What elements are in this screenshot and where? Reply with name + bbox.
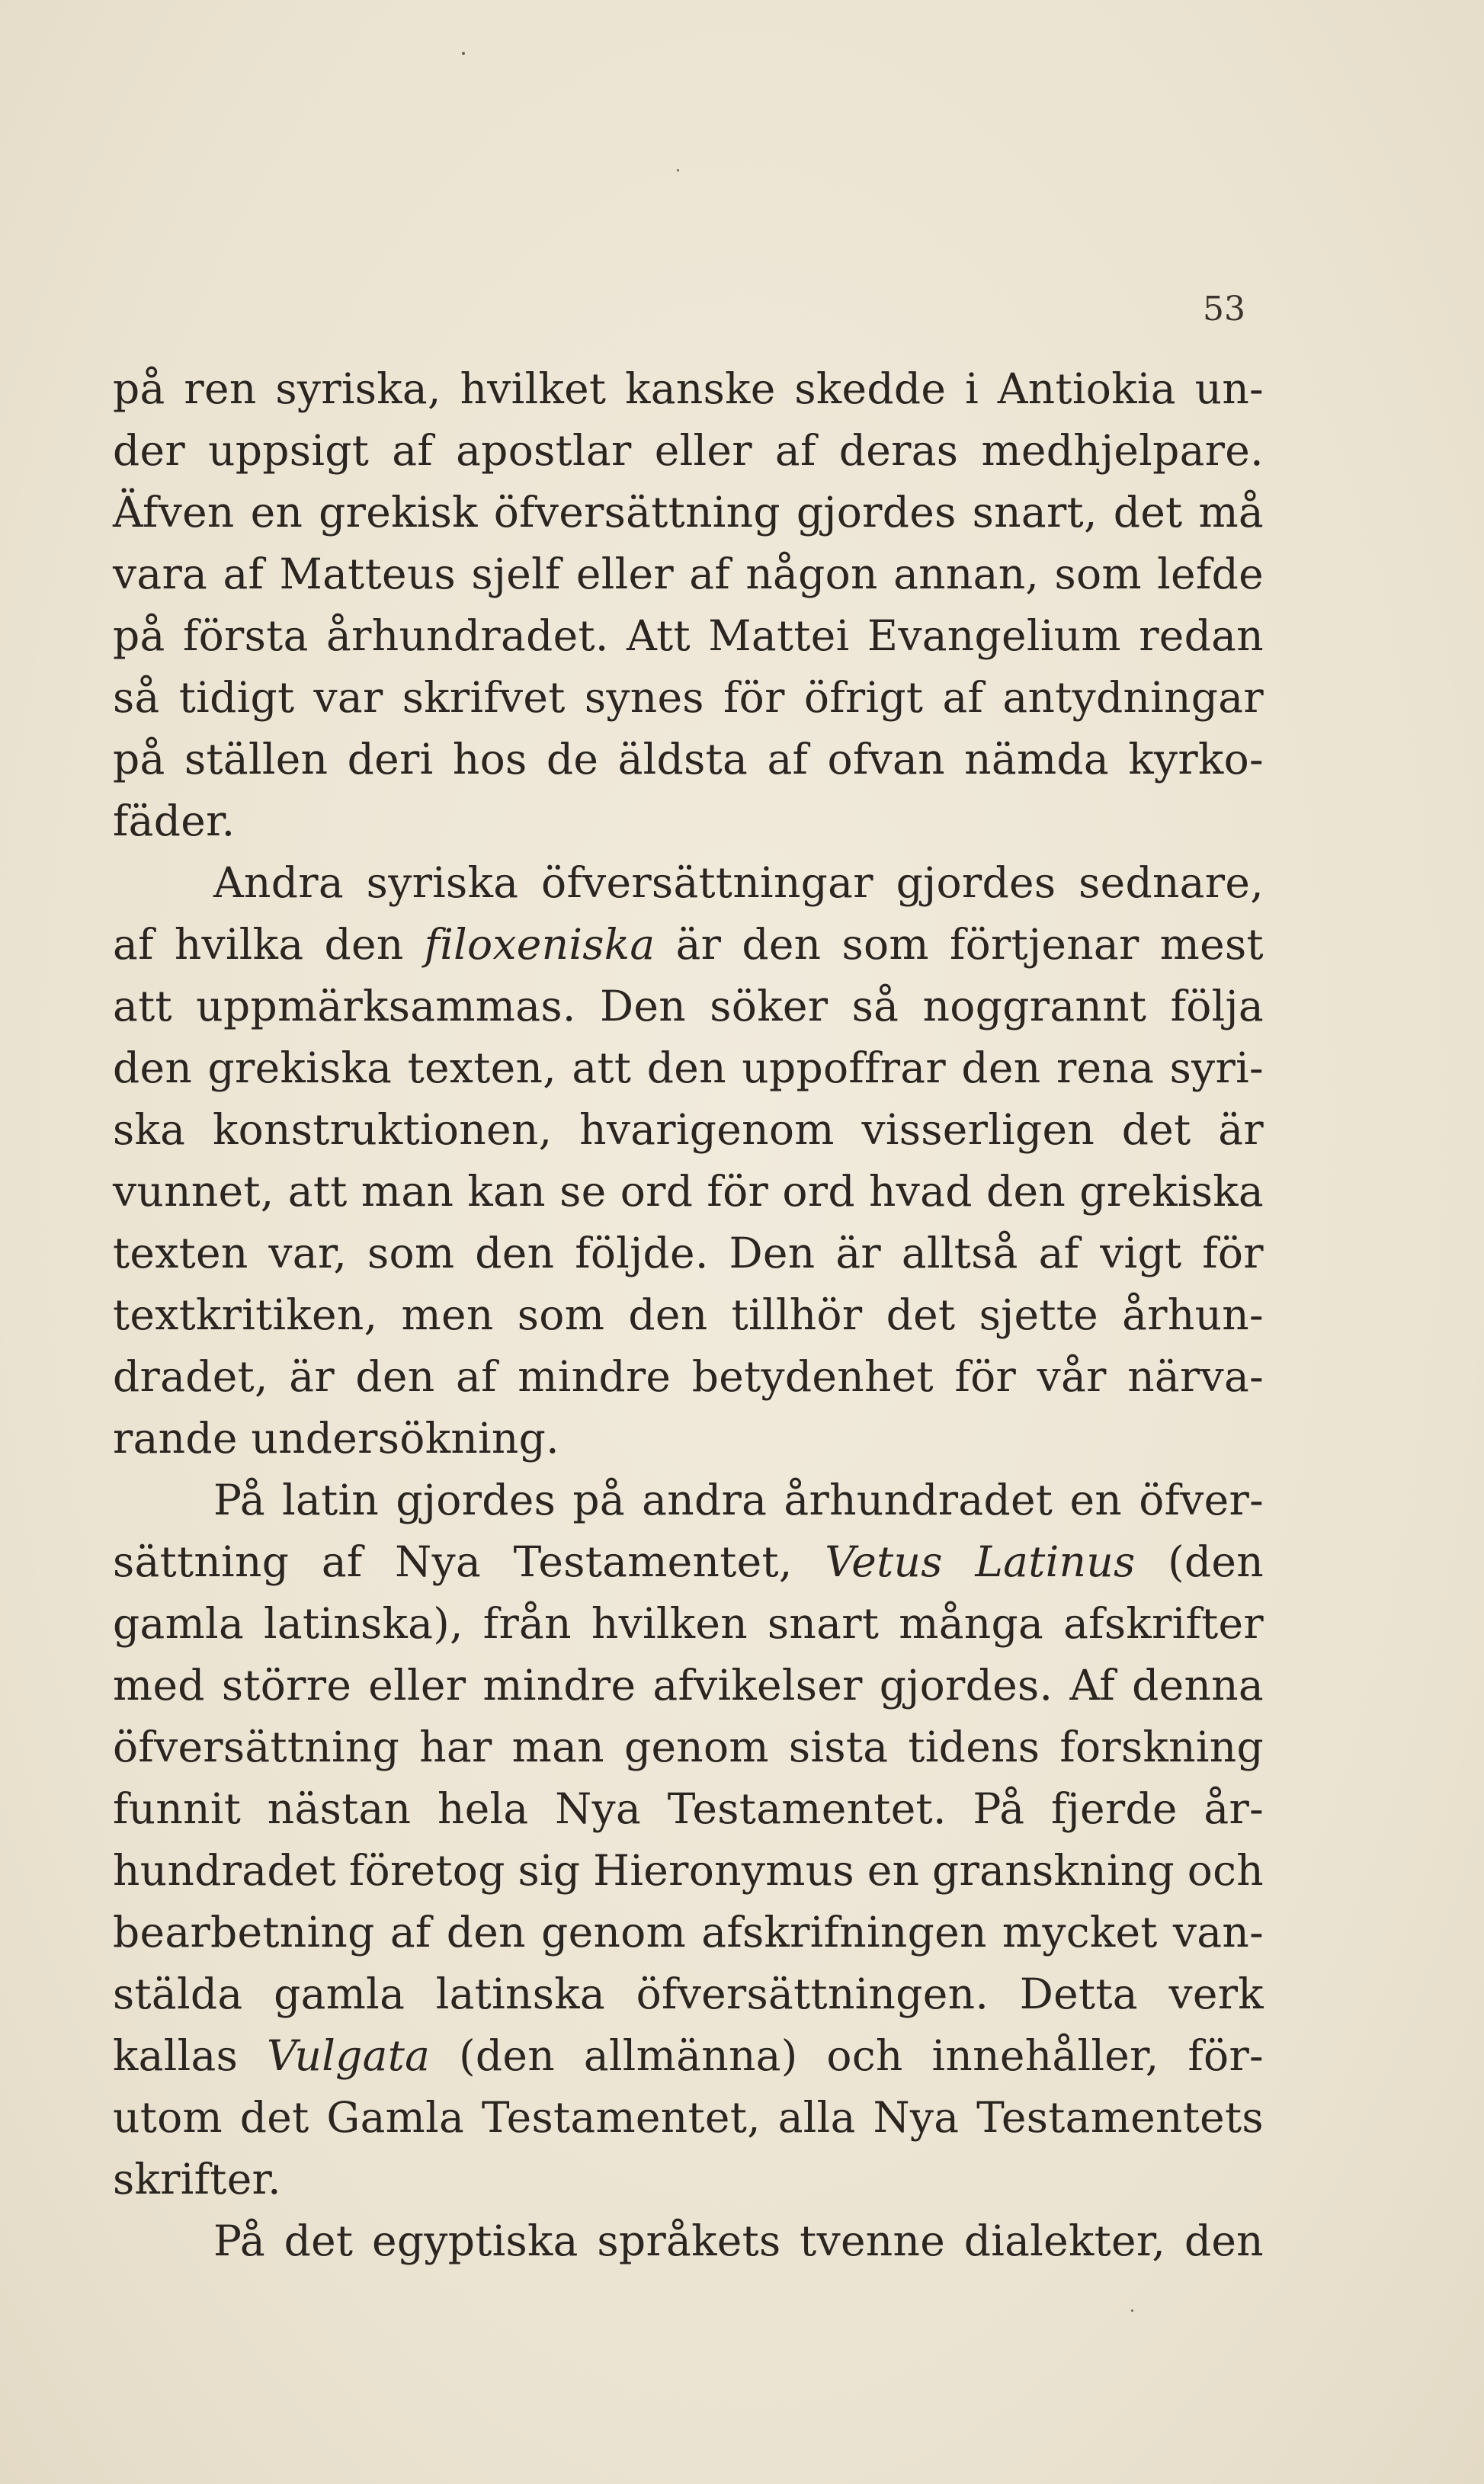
word: en [867, 1846, 920, 1895]
text-line [113, 1840, 1264, 1902]
word: annan, [893, 550, 1040, 598]
word: (den [459, 2031, 555, 2080]
word: förtjenar [949, 920, 1139, 969]
word: större [221, 1661, 352, 1710]
word: följde. [575, 1229, 709, 1277]
word: sista [788, 1723, 889, 1771]
word: på [572, 1476, 625, 1524]
text-line [113, 482, 1264, 543]
word: eller [368, 1661, 466, 1710]
text-line [113, 1716, 1264, 1778]
word: men [401, 1290, 494, 1339]
word: med [113, 1661, 205, 1710]
word: gamla [274, 1970, 405, 2018]
word: hundradet [113, 1846, 337, 1895]
word: som [1054, 550, 1142, 598]
word: alltså [901, 1229, 1018, 1277]
word: granskning [932, 1846, 1175, 1895]
word: af [942, 673, 984, 722]
word: mindre [482, 1661, 636, 1710]
word: mycket [1002, 1908, 1158, 1957]
italic-word: Vetus [825, 1537, 943, 1586]
word: uppsigt [208, 426, 370, 475]
word: ställen [184, 735, 329, 784]
word: den [446, 1908, 526, 1957]
word: grekiska [1079, 1167, 1264, 1216]
word: är [289, 1352, 335, 1401]
word: noggrannt [922, 982, 1147, 1030]
word: genom [623, 1723, 769, 1771]
paper-speck [462, 52, 465, 55]
word: tidens [908, 1723, 1040, 1771]
word: Nya [395, 1537, 482, 1586]
word: var [313, 673, 383, 722]
word: allmänna) [583, 2031, 798, 2080]
word: bearbetning [113, 1908, 375, 1957]
word: första [182, 611, 309, 660]
word: år- [1204, 1784, 1264, 1833]
word: som [841, 920, 929, 969]
text-line [113, 2149, 1264, 2210]
word: vara [113, 550, 208, 598]
word: och [826, 2031, 903, 2080]
word: den [628, 1290, 708, 1339]
word: Testamentet, [513, 1537, 793, 1586]
word: un- [1194, 364, 1264, 413]
word: texten, [407, 1043, 556, 1092]
word: Evangelium [867, 611, 1121, 660]
text-line [113, 605, 1264, 667]
word: det [284, 2216, 354, 2265]
word: undersökning. [251, 1414, 559, 1463]
word: Testamentets [976, 2093, 1264, 2142]
text-line [113, 543, 1264, 605]
word: medhjelpare. [981, 426, 1264, 475]
word: genom [541, 1908, 687, 1957]
word: skedde [794, 364, 947, 413]
word: Äfven [113, 488, 235, 537]
word: af [113, 920, 154, 969]
word: textkritiken, [113, 1290, 378, 1339]
word: af [223, 550, 264, 598]
word: eller [575, 550, 674, 598]
word: hela [437, 1784, 529, 1833]
word: grekiska [207, 1043, 393, 1092]
word: af [392, 426, 433, 475]
word: det [239, 2093, 309, 2142]
word: det [1113, 488, 1183, 537]
text-line [113, 976, 1264, 1037]
word: den [986, 1167, 1066, 1216]
word: Testamentet, [481, 2093, 761, 2142]
text-line [113, 914, 1264, 976]
word: öfversättning [493, 488, 780, 537]
word: syriska, [275, 364, 441, 413]
word: afvikelser [652, 1661, 863, 1710]
word: från [482, 1599, 572, 1648]
word: hvilken [591, 1599, 748, 1648]
word: mest [1159, 920, 1264, 969]
word: snart, [972, 488, 1098, 537]
word: på [113, 735, 165, 784]
word: eller [654, 426, 752, 475]
word: så [851, 982, 899, 1030]
word: följa [1170, 982, 1264, 1030]
word: språkets [597, 2216, 781, 2265]
word: för [954, 1352, 1017, 1401]
word: utom [113, 2093, 223, 2142]
word: rena [1056, 1043, 1155, 1092]
paper-speck [677, 169, 679, 171]
text-line [113, 1531, 1264, 1593]
word: den [113, 1043, 193, 1092]
word: mindre [518, 1352, 671, 1401]
word: latinska [435, 1970, 606, 2018]
word: den [475, 1229, 555, 1277]
word: af [389, 1908, 431, 1957]
word: uppmärksammas. [196, 982, 576, 1030]
word: tidigt [178, 673, 295, 722]
word: gjordes. [879, 1661, 1053, 1710]
text-line [113, 2087, 1264, 2149]
text-line [113, 1470, 1264, 1531]
word: gjordes [896, 858, 1056, 907]
word: kan [467, 1167, 546, 1216]
word: nästan [267, 1784, 412, 1833]
word: för [707, 1167, 769, 1216]
word: verk [1168, 1970, 1264, 2018]
text-line [113, 1963, 1264, 2025]
word: apostlar [456, 426, 632, 475]
word: öfrigt [803, 673, 924, 722]
word: Att [627, 611, 691, 660]
word: af [456, 1352, 497, 1401]
word: så [113, 673, 160, 722]
word: antydningar [1002, 673, 1264, 722]
word: Hieronymus [593, 1846, 854, 1895]
word: van- [1172, 1908, 1264, 1957]
word: redan [1139, 611, 1264, 660]
word: må [1198, 488, 1264, 537]
word: den [324, 920, 404, 969]
word: alla [777, 2093, 856, 2142]
word: stälda [113, 1970, 243, 2018]
word: den [646, 1043, 726, 1092]
text-line [113, 1778, 1264, 1840]
word: ord [782, 1167, 855, 1216]
word: århun- [1122, 1290, 1264, 1339]
word: någon [745, 550, 878, 598]
word: sjelf [471, 550, 561, 598]
italic-word: Latinus [975, 1537, 1136, 1586]
word: tillhör [731, 1290, 863, 1339]
text-line [113, 667, 1264, 729]
word: den [1184, 2216, 1264, 2265]
word: denna [1132, 1661, 1264, 1710]
word: man [511, 1723, 604, 1771]
word: Gamla [326, 2093, 465, 2142]
word: på [113, 611, 165, 660]
word: syri- [1169, 1043, 1264, 1092]
word: Detta [1019, 1970, 1138, 2018]
word: der [113, 426, 185, 475]
text-line [113, 1223, 1264, 1284]
word: ska [113, 1105, 186, 1154]
word: ord [620, 1167, 694, 1216]
word: på [113, 364, 165, 413]
word: för [1202, 1229, 1264, 1277]
word: sig [518, 1846, 581, 1895]
word: af [767, 735, 809, 784]
italic-word: Vulgata [267, 2031, 431, 2080]
word: en [250, 488, 303, 537]
word: funnit [113, 1784, 242, 1833]
word: är [835, 1229, 882, 1277]
word: den [355, 1352, 435, 1401]
text-line [113, 2025, 1264, 2087]
word: var, [268, 1229, 348, 1277]
word: se [559, 1167, 607, 1216]
word: vigt [1100, 1229, 1182, 1277]
word: grekisk [319, 488, 478, 537]
text-line [113, 729, 1264, 790]
word: det [886, 1290, 956, 1339]
text-line [113, 790, 1264, 852]
word: vår [1037, 1352, 1107, 1401]
word: den [742, 920, 822, 969]
word: öfversättningen. [636, 1970, 989, 2018]
text-line [113, 1902, 1264, 1963]
word: af [321, 1537, 363, 1586]
word: af [689, 550, 731, 598]
word: Antiokia [997, 364, 1176, 413]
word: hvilket [460, 364, 607, 413]
text-line [113, 1037, 1264, 1099]
word: öfversättning [113, 1723, 400, 1771]
word: som [367, 1229, 455, 1277]
word: andra [642, 1476, 768, 1524]
text-line [113, 358, 1264, 420]
word: äldsta [617, 735, 748, 784]
word: man [361, 1167, 454, 1216]
word: hvilka [174, 920, 304, 969]
word: betydenhet [691, 1352, 934, 1401]
word: sjette [979, 1290, 1098, 1339]
word: latin [282, 1476, 380, 1524]
text-line [113, 1161, 1264, 1223]
word: snart [767, 1599, 880, 1648]
word: texten [113, 1229, 248, 1277]
page-number: 53 [1203, 290, 1245, 329]
word: dialekter, [963, 2216, 1166, 2265]
word: syriska [366, 858, 519, 907]
word: forskning [1059, 1723, 1264, 1771]
word: Testamentet. [667, 1784, 947, 1833]
text-line [113, 1284, 1264, 1346]
word: egyptiska [371, 2216, 579, 2265]
word: vunnet, [113, 1167, 274, 1216]
word: många [899, 1599, 1044, 1648]
word: i [965, 364, 979, 413]
word: århundradet. [326, 611, 609, 660]
word: afskrifningen [701, 1908, 987, 1957]
text-line [113, 2210, 1264, 2272]
text-line [113, 1593, 1264, 1655]
word: som [517, 1290, 605, 1339]
word: för [723, 673, 785, 722]
word: fjerde [1050, 1784, 1178, 1833]
word: På [973, 1784, 1025, 1833]
word: en [1069, 1476, 1123, 1524]
word: afskrifter [1063, 1599, 1264, 1648]
text-line [113, 1655, 1264, 1716]
word: öfversättningar [541, 858, 873, 907]
word: skrifter. [113, 2155, 281, 2204]
word: det [1121, 1105, 1191, 1154]
paper-speck [1131, 2309, 1133, 2312]
word: fäder. [113, 796, 236, 845]
word: latinska), [264, 1599, 463, 1648]
word: söker [710, 982, 829, 1030]
word: århundradet [784, 1476, 1053, 1524]
word: lefde [1157, 550, 1264, 598]
word: att [572, 1043, 632, 1092]
word: är [675, 920, 722, 969]
word: (den [1168, 1537, 1264, 1586]
word: har [419, 1723, 492, 1771]
word: På [213, 1476, 265, 1524]
word: rande [113, 1414, 238, 1463]
word: öfver- [1139, 1476, 1264, 1524]
word: kanske [625, 364, 776, 413]
word: ofvan [827, 735, 945, 784]
word: att [287, 1167, 348, 1216]
word: tvenne [800, 2216, 946, 2265]
word: Nya [873, 2093, 960, 2142]
word: uppoffrar [742, 1043, 946, 1092]
word: företog [348, 1846, 505, 1895]
word: Mattei [708, 611, 850, 660]
word: är [1218, 1105, 1264, 1154]
word: dradet, [113, 1352, 268, 1401]
word: hos [452, 735, 527, 784]
word: Nya [555, 1784, 642, 1833]
word: Den [729, 1229, 816, 1277]
text-line [113, 420, 1264, 482]
word: af [1038, 1229, 1080, 1277]
word: konstruktionen, [212, 1105, 553, 1154]
text-line [113, 852, 1264, 914]
word: ren [184, 364, 257, 413]
word: de [546, 735, 599, 784]
word: gamla [113, 1599, 245, 1648]
word: närva- [1127, 1352, 1264, 1401]
word: af [774, 426, 816, 475]
word: Andra [213, 858, 344, 907]
word: deri [347, 735, 434, 784]
word: Af [1069, 1661, 1116, 1710]
word: På [213, 2216, 265, 2265]
text-line [113, 1346, 1264, 1408]
word: sednare, [1079, 858, 1264, 907]
word: Matteus [279, 550, 457, 598]
word: för- [1188, 2031, 1264, 2080]
word: gjordes [796, 488, 957, 537]
word: Den [599, 982, 686, 1030]
body-text [113, 358, 1264, 2272]
word: deras [838, 426, 959, 475]
italic-word: filoxeniska [424, 920, 655, 969]
word: kyrko- [1128, 735, 1264, 784]
word: sättning [113, 1537, 290, 1586]
text-line [113, 1099, 1264, 1161]
word: skrifvet [402, 673, 566, 722]
word: att [113, 982, 172, 1030]
word: synes [584, 673, 704, 722]
word: hvad [869, 1167, 973, 1216]
word: gjordes [396, 1476, 556, 1524]
word: hvarigenom [579, 1105, 835, 1154]
word: och [1187, 1846, 1264, 1895]
word: nämda [964, 735, 1110, 784]
word: den [961, 1043, 1041, 1092]
word: visserligen [861, 1105, 1095, 1154]
text-line [113, 1408, 1264, 1470]
word: kallas [113, 2031, 239, 2080]
word: innehåller, [931, 2031, 1159, 2080]
